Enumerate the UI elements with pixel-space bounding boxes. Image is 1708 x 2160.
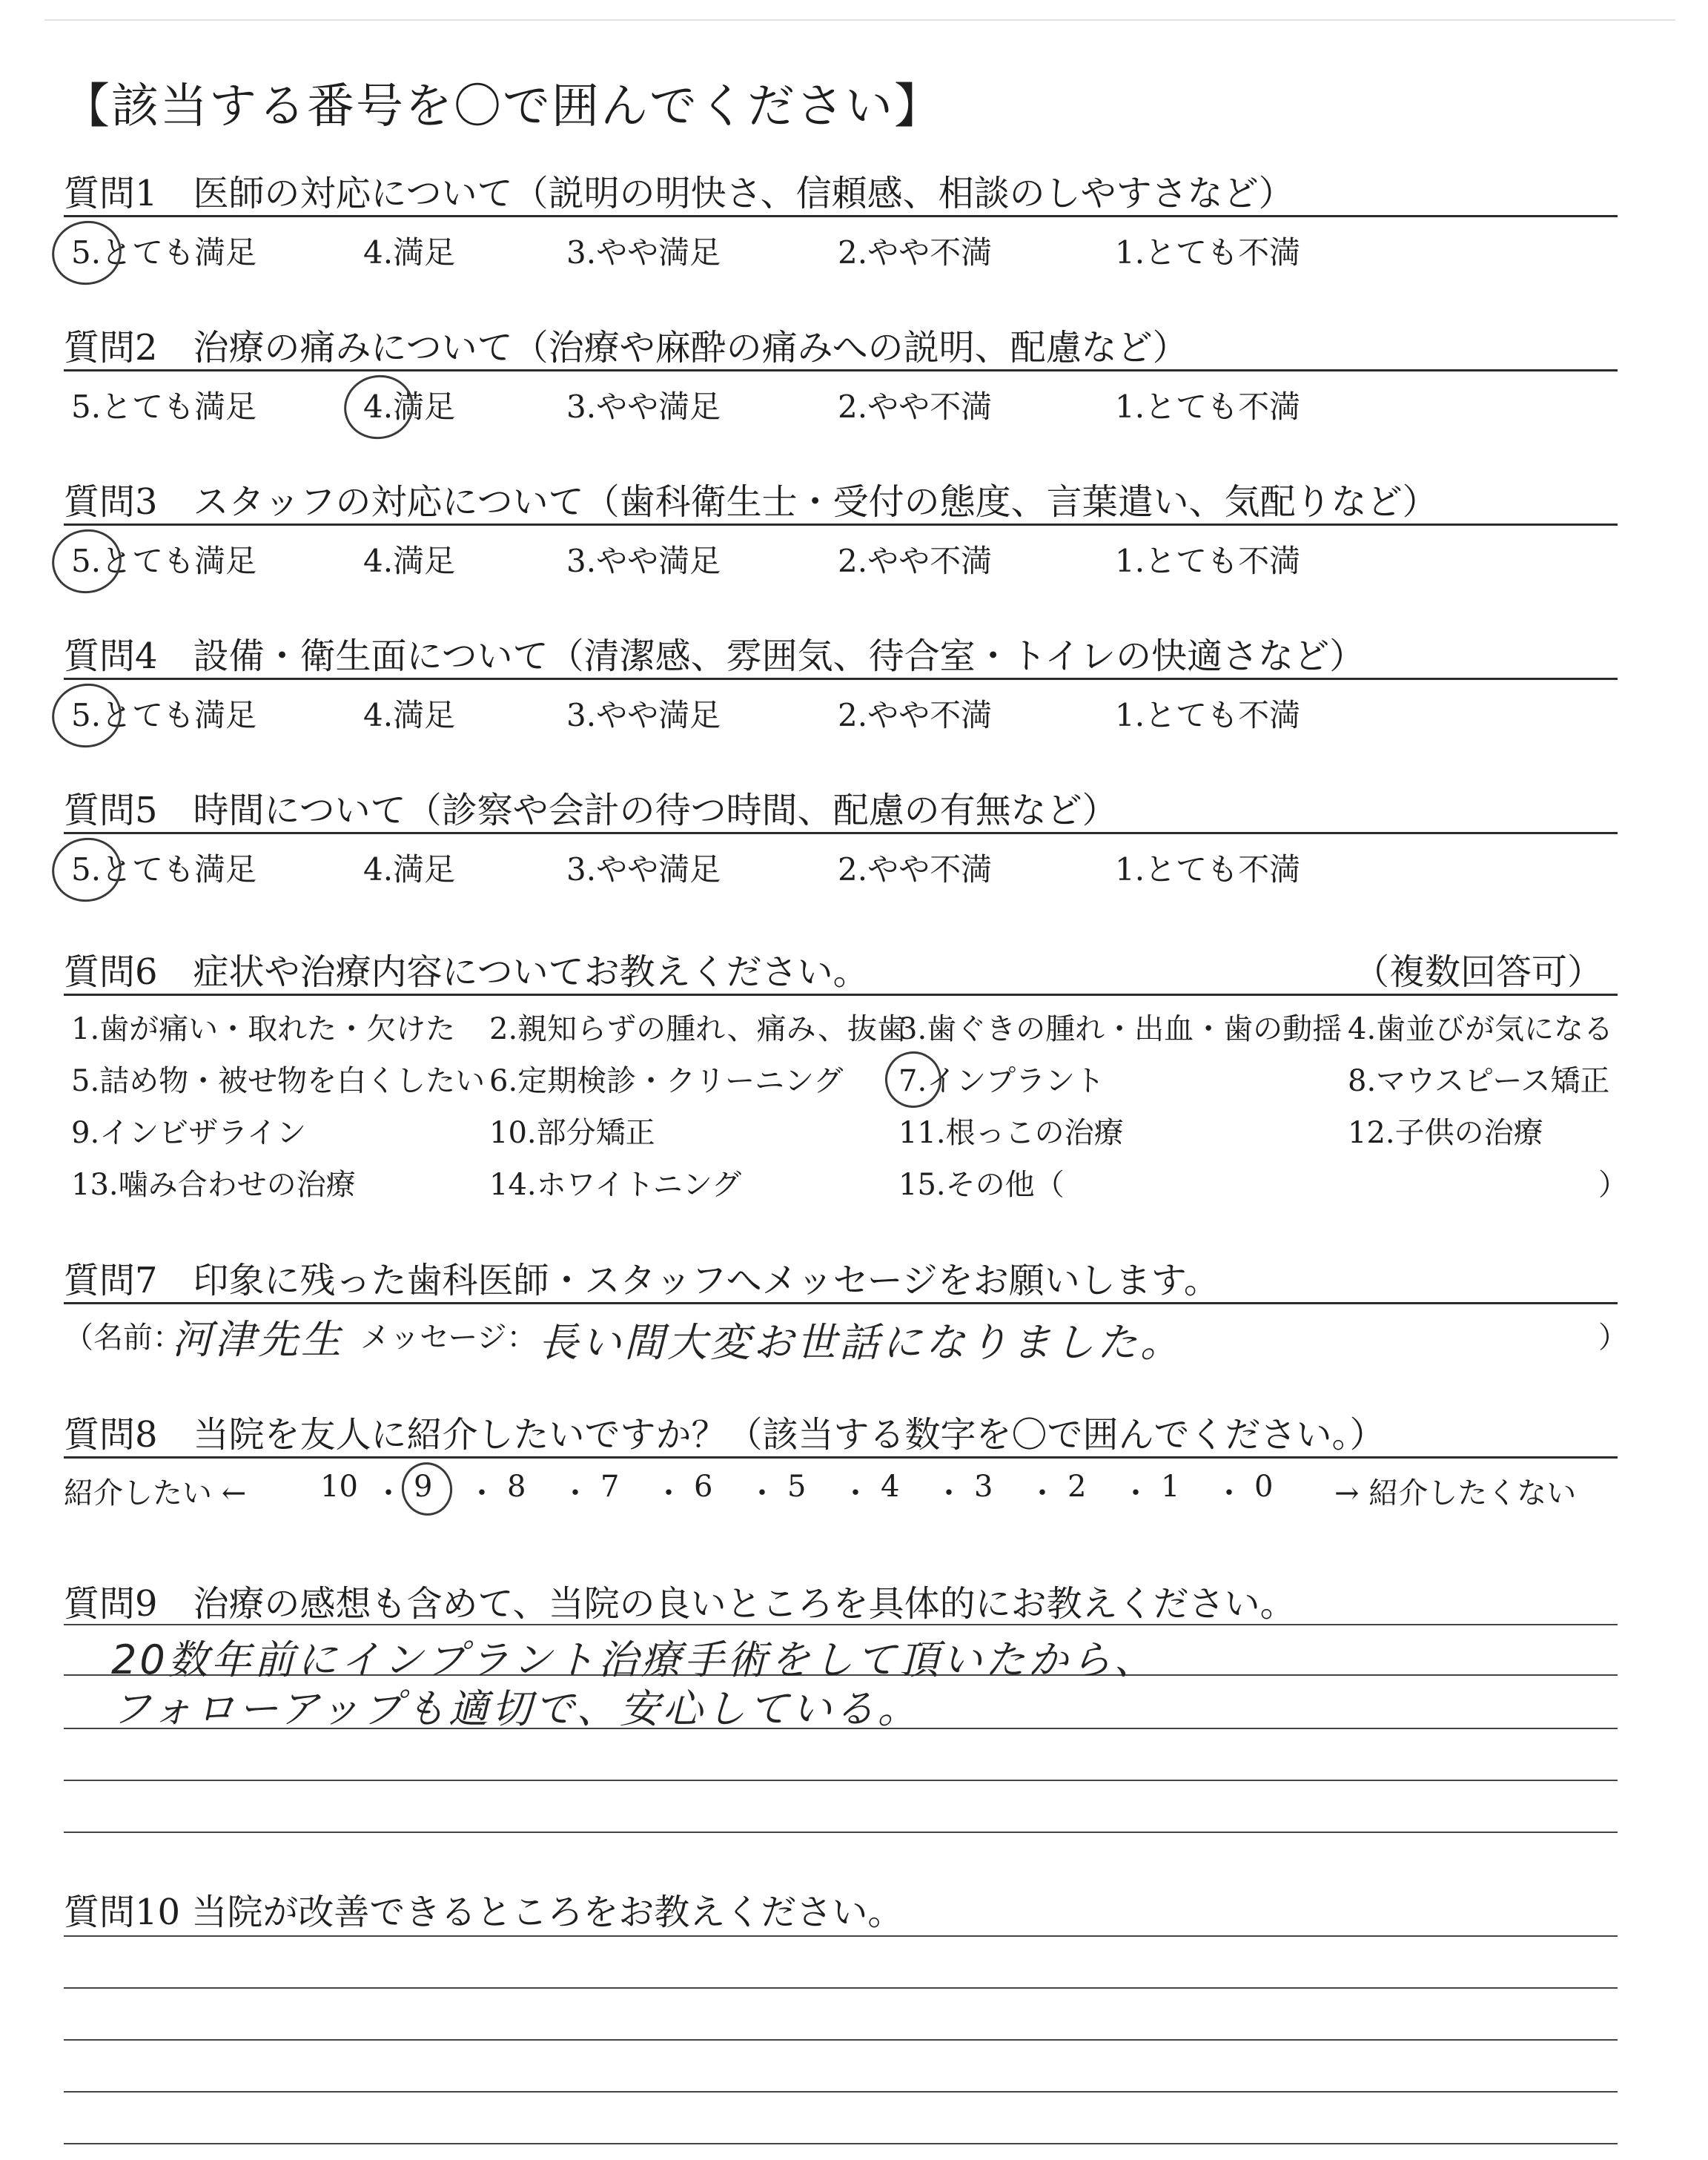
page-title: 【該当する番号を〇で囲んでください】 — [62, 79, 943, 134]
q5-divider — [64, 832, 1618, 834]
q7-divider — [64, 1302, 1618, 1304]
q6-selected-circle — [880, 1046, 947, 1113]
q4-option-4[interactable]: 4.満足 — [363, 697, 456, 733]
q4-option-1[interactable]: 1.とても不満 — [1115, 697, 1301, 733]
q1-option-4[interactable]: 4.満足 — [363, 234, 456, 271]
q8-scale-4[interactable]: 4 — [881, 1470, 900, 1504]
q8-scale-5[interactable]: 5 — [787, 1470, 807, 1504]
q2-divider — [64, 369, 1618, 371]
q8-scale-2[interactable]: 2 — [1068, 1470, 1087, 1504]
q4-option-3[interactable]: 3.やや満足 — [566, 697, 721, 733]
q10-answer-line — [64, 2143, 1618, 2144]
q8-scale-0[interactable]: 0 — [1254, 1470, 1274, 1504]
q5-option-1[interactable]: 1.とても不満 — [1115, 851, 1301, 888]
q6-option-16[interactable]: ） — [1598, 1168, 1628, 1202]
q7-name-value[interactable]: 河津先生 — [172, 1316, 344, 1363]
q10-answer-line — [64, 2039, 1618, 2041]
q2-option-1[interactable]: 1.とても不満 — [1115, 389, 1301, 425]
q6-option-9[interactable]: 9.インビザライン — [71, 1116, 306, 1150]
q6-option-13[interactable]: 13.噛み合わせの治療 — [71, 1168, 356, 1202]
q3-option-2[interactable]: 2.やや不満 — [838, 543, 993, 579]
q8-left-label: 紹介したい ← — [64, 1476, 247, 1510]
q1-option-2[interactable]: 2.やや不満 — [838, 234, 993, 271]
q8-scale-dot: ・ — [560, 1476, 590, 1510]
q10-answer-line — [64, 1987, 1618, 1989]
q4-option-2[interactable]: 2.やや不満 — [838, 697, 993, 733]
q8-scale-dot: ・ — [467, 1476, 497, 1510]
q8-scale-dot: ・ — [747, 1476, 777, 1510]
q3-option-1[interactable]: 1.とても不満 — [1115, 543, 1301, 579]
q4-title: 質問4 設備・衛生面について（清潔感、雰囲気、待合室・トイレの快適さなど） — [64, 635, 1366, 677]
q6-option-14[interactable]: 14.ホワイトニング — [489, 1168, 742, 1202]
q8-title: 質問8 当院を友人に紹介したいですか？（該当する数字を〇で囲んでください。） — [64, 1414, 1386, 1456]
q10-title: 質問10 当院が改善できるところをお教えください。 — [64, 1892, 904, 1933]
q7-title: 質問7 印象に残った歯科医師・スタッフへメッセージをお願いします。 — [64, 1260, 1219, 1301]
q8-scale-3[interactable]: 3 — [974, 1470, 993, 1504]
q5-option-4[interactable]: 4.満足 — [363, 851, 456, 888]
q2-option-5[interactable]: 5.とても満足 — [71, 389, 257, 425]
top-divider — [44, 19, 1675, 21]
q8-scale-dot: ・ — [841, 1476, 870, 1510]
q6-divider — [64, 994, 1618, 996]
q8-scale-dot: ・ — [1214, 1476, 1244, 1510]
q6-option-15[interactable]: 15.その他（ — [898, 1168, 1065, 1202]
q2-selected-circle — [338, 369, 420, 446]
q8-scale-9[interactable]: 9 — [414, 1470, 433, 1504]
q1-option-3[interactable]: 3.やや満足 — [566, 234, 721, 271]
q7-message-label: メッセージ： — [360, 1321, 537, 1355]
q6-option-1[interactable]: 1.歯が痛い・取れた・欠けた — [71, 1012, 456, 1046]
q6-option-5[interactable]: 5.詰め物・被せ物を白くしたい — [71, 1064, 486, 1098]
q8-selected-circle — [397, 1458, 457, 1521]
q6-option-7[interactable]: 7.インプラント — [898, 1064, 1105, 1098]
q4-option-5[interactable]: 5.とても満足 — [71, 697, 257, 733]
q8-scale-dot: ・ — [374, 1476, 403, 1510]
q10-answer-line — [64, 1935, 1618, 1937]
q9-answer-line — [64, 1624, 1618, 1625]
q5-selected-circle — [46, 831, 128, 908]
q3-option-4[interactable]: 4.満足 — [363, 543, 456, 579]
q8-scale-8[interactable]: 8 — [507, 1470, 526, 1504]
q1-option-5[interactable]: 5.とても満足 — [71, 234, 257, 271]
q9-title: 質問9 治療の感想も含めて、当院の良いところを具体的にお教えください。 — [64, 1583, 1296, 1625]
q6-option-2[interactable]: 2.親知らずの腫れ、痛み、抜歯 — [489, 1012, 907, 1046]
q7-message-value[interactable]: 長い間大変お世話になりました。 — [538, 1319, 1183, 1366]
q3-divider — [64, 524, 1618, 526]
q1-title: 質問1 医師の対応について（説明の明快さ、信頼感、相談のしやすさなど） — [64, 173, 1294, 214]
q6-note: （複数回答可） — [1354, 951, 1603, 993]
q1-selected-circle — [46, 214, 128, 291]
q8-scale-1[interactable]: 1 — [1161, 1470, 1180, 1504]
q2-option-3[interactable]: 3.やや満足 — [566, 389, 721, 425]
q5-option-2[interactable]: 2.やや不満 — [838, 851, 993, 888]
q6-option-6[interactable]: 6.定期検診・クリーニング — [489, 1064, 844, 1098]
q8-scale-dot: ・ — [1121, 1476, 1151, 1510]
q8-scale-10[interactable]: 10 — [320, 1470, 358, 1504]
q9-answer-text-2[interactable]: フォローアップも適切で、安心している。 — [111, 1685, 921, 1732]
q4-selected-circle — [46, 677, 128, 754]
q7-name-label: （名前： — [64, 1321, 182, 1355]
q8-scale-dot: ・ — [1027, 1476, 1057, 1510]
q3-option-3[interactable]: 3.やや満足 — [566, 543, 721, 579]
q6-option-10[interactable]: 10.部分矯正 — [489, 1116, 655, 1150]
q8-scale-dot: ・ — [934, 1476, 964, 1510]
q9-answer-line — [64, 1780, 1618, 1781]
q3-option-5[interactable]: 5.とても満足 — [71, 543, 257, 579]
q5-option-5[interactable]: 5.とても満足 — [71, 851, 257, 888]
q8-scale-7[interactable]: 7 — [600, 1470, 620, 1504]
q9-answer-text-1[interactable]: 20数年前にインプラント治療手術をして頂いたから、 — [111, 1636, 1157, 1683]
q3-selected-circle — [46, 523, 128, 600]
q2-option-4[interactable]: 4.満足 — [363, 389, 456, 425]
q8-right-label: → 紹介したくない — [1334, 1476, 1577, 1510]
q6-option-11[interactable]: 11.根っこの治療 — [898, 1116, 1124, 1150]
q6-option-12[interactable]: 12.子供の治療 — [1348, 1116, 1543, 1150]
q8-scale-6[interactable]: 6 — [694, 1470, 713, 1504]
q10-answer-line — [64, 2091, 1618, 2093]
q8-scale-dot: ・ — [654, 1476, 683, 1510]
q7-close-paren: ） — [1598, 1321, 1628, 1355]
q1-option-1[interactable]: 1.とても不満 — [1115, 234, 1301, 271]
q5-title: 質問5 時間について（診察や会計の待つ時間、配慮の有無など） — [64, 790, 1118, 831]
q6-option-8[interactable]: 8.マウスピース矯正 — [1348, 1064, 1610, 1098]
q3-title: 質問3 スタッフの対応について（歯科衛生士・受付の態度、言葉遣い、気配りなど） — [64, 481, 1438, 523]
q6-option-4[interactable]: 4.歯並びが気になる — [1348, 1012, 1614, 1046]
q5-option-3[interactable]: 3.やや満足 — [566, 851, 721, 888]
q2-option-2[interactable]: 2.やや不満 — [838, 389, 993, 425]
q6-title: 質問6 症状や治療内容についてお教えください。 — [64, 951, 869, 993]
q8-divider — [64, 1456, 1618, 1459]
q2-title: 質問2 治療の痛みについて（治療や麻酔の痛みへの説明、配慮など） — [64, 327, 1188, 369]
q4-divider — [64, 678, 1618, 680]
q6-option-3[interactable]: 3.歯ぐきの腫れ・出血・歯の動揺 — [898, 1012, 1343, 1046]
q1-divider — [64, 215, 1618, 217]
q9-answer-line — [64, 1832, 1618, 1833]
